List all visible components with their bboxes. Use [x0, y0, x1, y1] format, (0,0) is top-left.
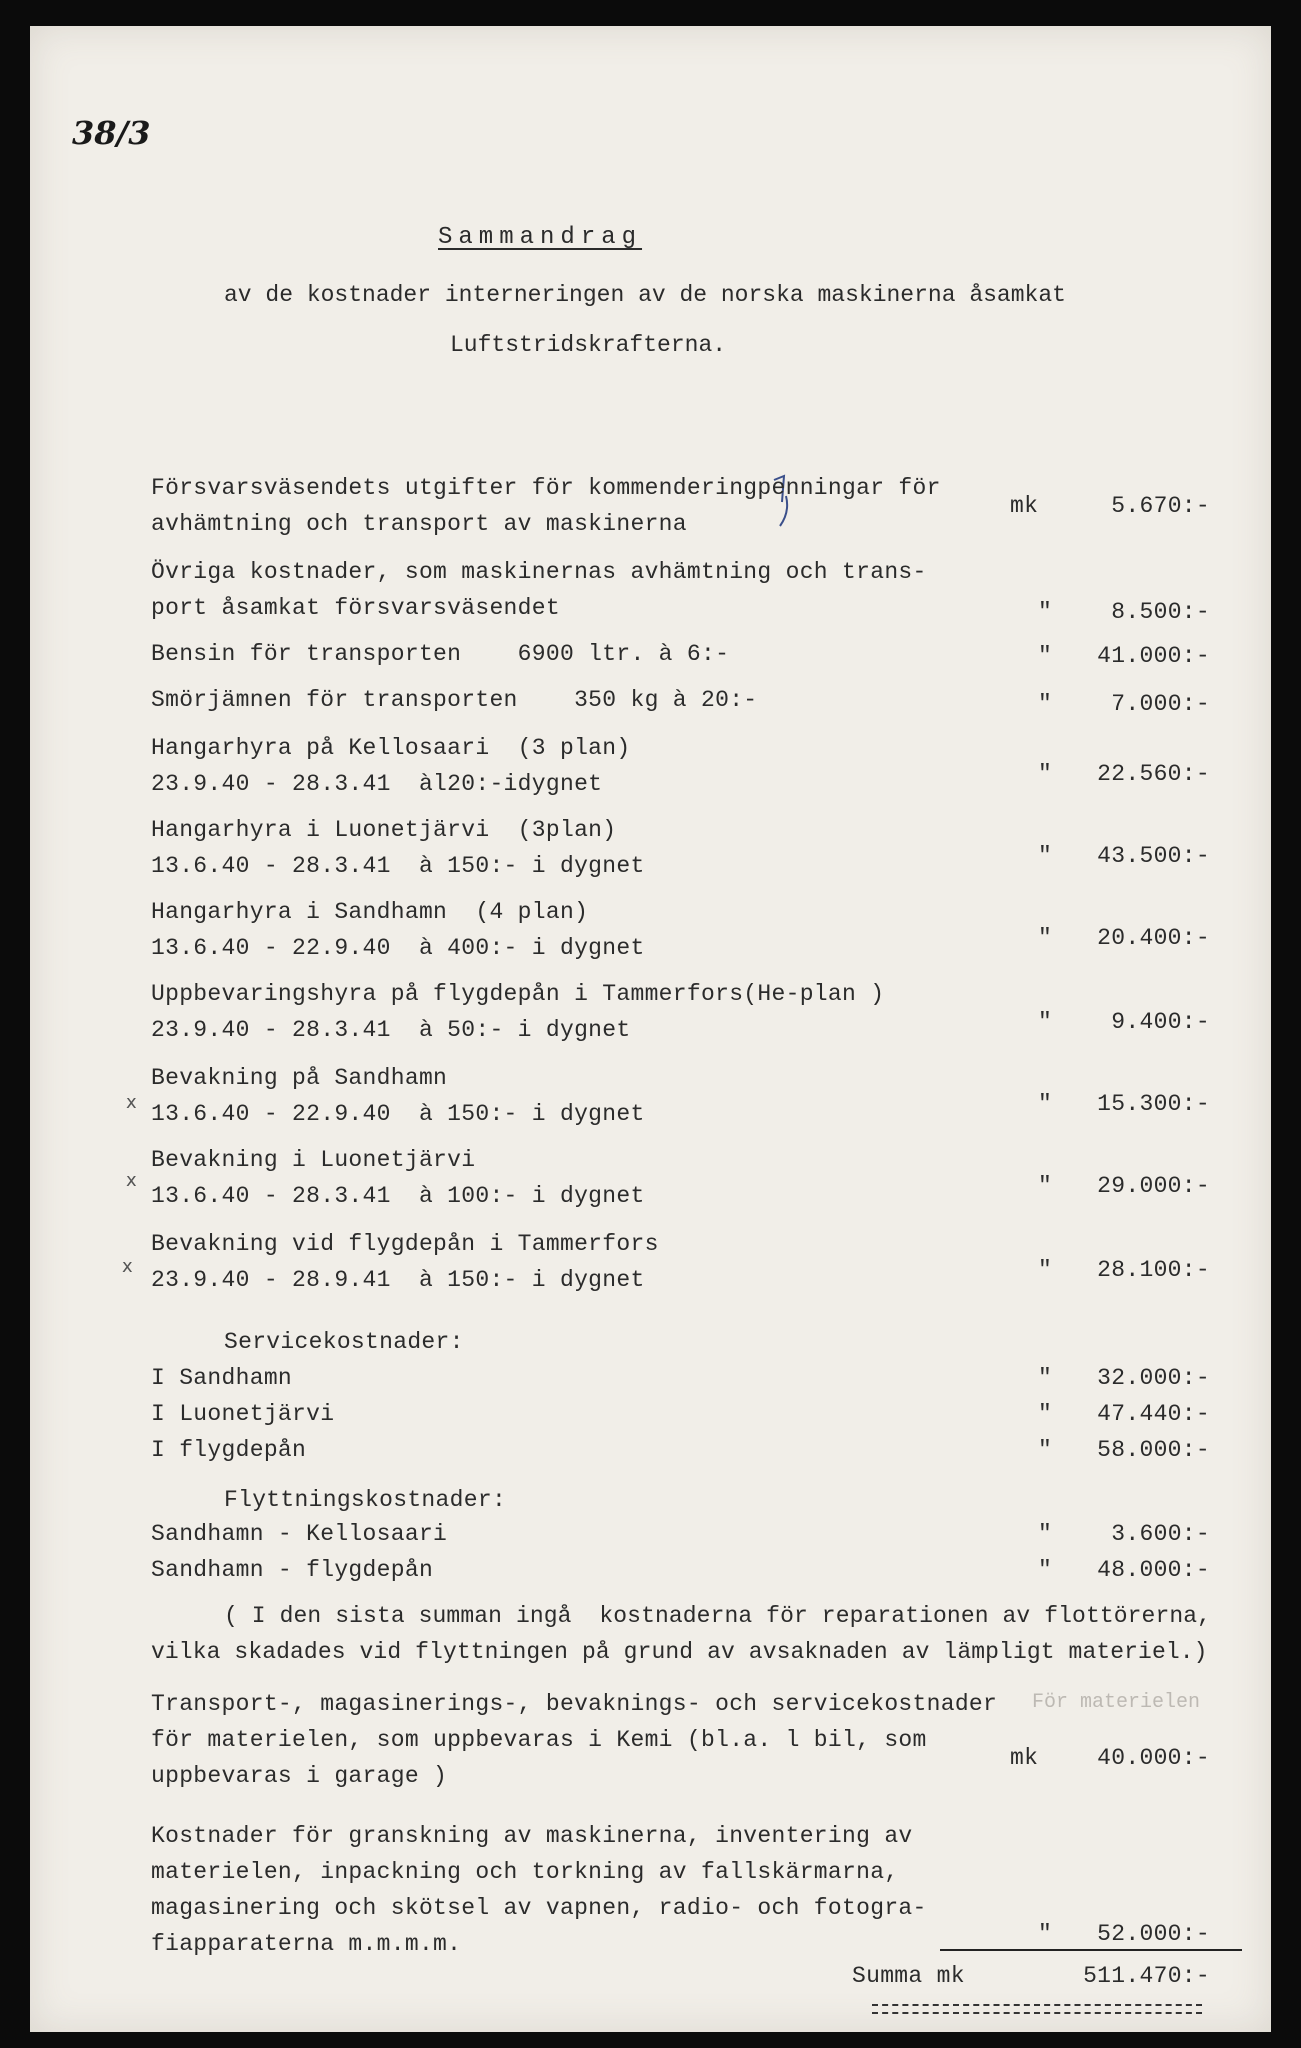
item-5-prefix: "	[1038, 761, 1053, 787]
item-10-amount: 29.000:-	[1097, 1173, 1210, 1199]
item-11-amount: 28.100:-	[1097, 1257, 1210, 1283]
kemi-prefix: mk	[1010, 1745, 1039, 1771]
total-double-underline	[872, 2004, 1202, 2014]
inspection-line-2: materielen, inpackning och torkning av fallskärmarna,	[151, 1859, 899, 1885]
subtitle-line-2: Luftstridskrafterna.	[450, 332, 727, 358]
item-1-line-1: Försvarsväsendets utgifter för kommenderingpenningar för	[151, 475, 941, 501]
moving-item-1-prefix: "	[1038, 1521, 1053, 1547]
item-6-amount: 43.500:-	[1097, 843, 1210, 869]
note-line-1: ( I den sista summan ingå kostnaderna för reparationen av flottörerna,	[224, 1603, 1212, 1629]
item-9-prefix: "	[1038, 1091, 1053, 1117]
item-6-line-2: 13.6.40 - 28.3.41 à 150:- i dygnet	[151, 853, 645, 879]
item-11-prefix: "	[1038, 1257, 1053, 1283]
item-7-line-1: Hangarhyra i Sandhamn (4 plan)	[151, 899, 589, 925]
service-item-2-prefix: "	[1038, 1401, 1053, 1427]
item-9-line-1: Bevakning på Sandhamn	[151, 1065, 448, 1091]
item-2-amount: 8.500:-	[1111, 599, 1210, 625]
item-2-line-2: port åsamkat försvarsväsendet	[151, 595, 560, 621]
total-amount: 511.470:-	[1083, 1963, 1210, 1989]
item-6-line-1: Hangarhyra i Luonetjärvi (3plan)	[151, 817, 617, 843]
item-4-prefix: "	[1038, 691, 1053, 717]
total-separator-line	[940, 1949, 1242, 1951]
item-9-line-2: 13.6.40 - 22.9.40 à 150:- i dygnet	[151, 1101, 645, 1127]
item-11-line-2: 23.9.40 - 28.9.41 à 150:- i dygnet	[151, 1267, 645, 1293]
item-8-line-1: Uppbevaringshyra på flygdepån i Tammerfors(He-plan )	[151, 981, 885, 1007]
item-5-line-1: Hangarhyra på Kellosaari (3 plan)	[151, 735, 631, 761]
item-11-line-1: Bevakning vid flygdepån i Tammerfors	[151, 1231, 659, 1257]
inspection-line-4: fiapparaterna m.m.m.m.	[151, 1931, 462, 1957]
item-1-prefix: mk	[1010, 493, 1039, 519]
item-7-line-2: 13.6.40 - 22.9.40 à 400:- i dygnet	[151, 935, 645, 961]
item-6-prefix: "	[1038, 843, 1053, 869]
item-7-prefix: "	[1038, 925, 1053, 951]
item-8-prefix: "	[1038, 1009, 1053, 1035]
moving-item-2-label: Sandhamn - flygdepån	[151, 1557, 434, 1583]
item-3-prefix: "	[1038, 643, 1053, 669]
item-10-line-2: 13.6.40 - 28.3.41 à 100:- i dygnet	[151, 1183, 645, 1209]
kemi-line-2: för materielen, som uppbevaras i Kemi (bl.a. l bil, som	[151, 1727, 927, 1753]
service-item-3-label: I flygdepån	[151, 1437, 307, 1463]
reference-number: 38/3	[72, 114, 151, 152]
margin-x-mark-1: x	[126, 1092, 137, 1113]
item-3-amount: 41.000:-	[1097, 643, 1210, 669]
subtitle-line-1: av de kostnader interneringen av de norska maskinerna åsamkat	[224, 282, 1066, 308]
item-2-line-1: Övriga kostnader, som maskinernas avhämtning och trans-	[151, 559, 927, 585]
service-item-1-label: I Sandhamn	[151, 1365, 293, 1391]
kemi-line-3: uppbevaras i garage )	[151, 1763, 448, 1789]
item-10-prefix: "	[1038, 1173, 1053, 1199]
item-8-amount: 9.400:-	[1111, 1009, 1210, 1035]
item-10-line-1: Bevakning i Luonetjärvi	[151, 1147, 476, 1173]
note-line-2: vilka skadades vid flyttningen på grund av avsaknaden av lämpligt materiel.)	[151, 1639, 1208, 1665]
service-item-2-label: I Luonetjärvi	[151, 1401, 335, 1427]
item-7-amount: 20.400:-	[1097, 925, 1210, 951]
item-5-line-2: 23.9.40 - 28.3.41 àl20:-idygnet	[151, 771, 603, 797]
inspection-line-1: Kostnader för granskning av maskinerna, inventering av	[151, 1823, 913, 1849]
document-page	[30, 26, 1271, 2032]
service-item-3-prefix: "	[1038, 1437, 1053, 1463]
moving-item-1-amount: 3.600:-	[1111, 1521, 1210, 1547]
faded-overstruck-text: För materielen	[1032, 1691, 1201, 1714]
item-4-amount: 7.000:-	[1111, 691, 1210, 717]
service-item-1-prefix: "	[1038, 1365, 1053, 1391]
moving-item-2-amount: 48.000:-	[1097, 1557, 1210, 1583]
item-1-line-2: avhämtning och transport av maskinerna	[151, 511, 687, 537]
item-5-amount: 22.560:-	[1097, 761, 1210, 787]
document-title: Sammandrag	[438, 224, 643, 251]
inspection-line-3: magasinering och skötsel av vapnen, radio- och fotogra-	[151, 1895, 927, 1921]
item-2-prefix: "	[1038, 599, 1053, 625]
kemi-amount: 40.000:-	[1097, 1745, 1210, 1771]
moving-heading: Flyttningskostnader:	[224, 1487, 507, 1513]
inspection-amount: 52.000:-	[1097, 1921, 1210, 1947]
kemi-line-1: Transport-, magasinerings-, bevaknings- och servicekostnader	[151, 1691, 998, 1717]
item-8-line-2: 23.9.40 - 28.3.41 à 50:- i dygnet	[151, 1017, 631, 1043]
total-label: Summa mk	[852, 1963, 965, 1989]
margin-x-mark-2: x	[126, 1170, 137, 1191]
service-item-3-amount: 58.000:-	[1097, 1437, 1210, 1463]
moving-item-2-prefix: "	[1038, 1557, 1053, 1583]
item-4-line-1: Smörjämnen för transporten 350 kg à 20:-	[151, 687, 758, 713]
service-heading: Servicekostnader:	[224, 1329, 464, 1355]
service-item-1-amount: 32.000:-	[1097, 1365, 1210, 1391]
item-3-line-1: Bensin för transporten 6900 ltr. à 6:-	[151, 641, 730, 667]
margin-x-mark-3: x	[122, 1256, 133, 1277]
inspection-prefix: "	[1038, 1921, 1053, 1947]
item-1-amount: 5.670:-	[1111, 493, 1210, 519]
item-9-amount: 15.300:-	[1097, 1091, 1210, 1117]
moving-item-1-label: Sandhamn - Kellosaari	[151, 1521, 448, 1547]
service-item-2-amount: 47.440:-	[1097, 1401, 1210, 1427]
